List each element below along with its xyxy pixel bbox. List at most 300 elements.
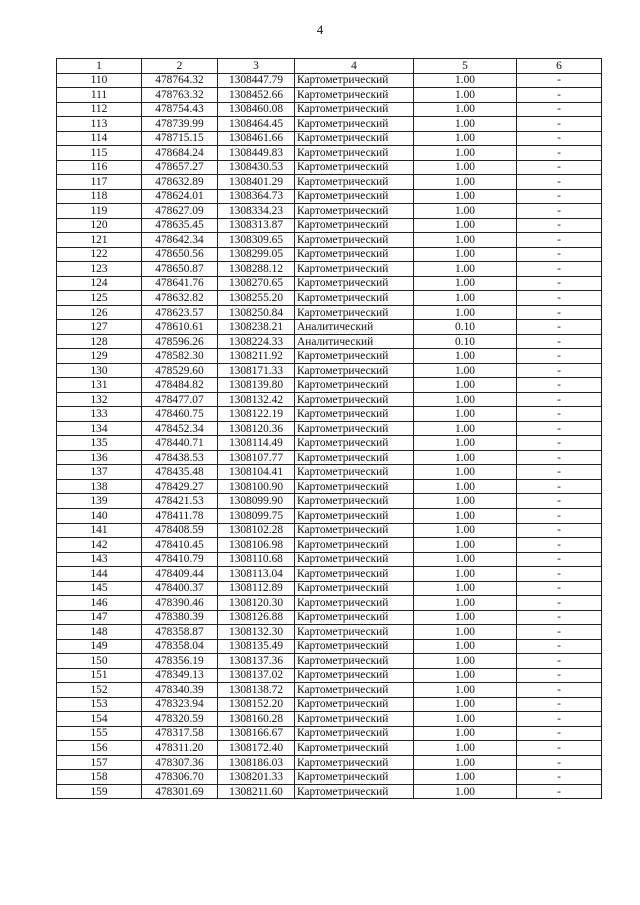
cell-note: - — [517, 538, 602, 553]
cell-coord-x: 478657.27 — [142, 160, 218, 175]
cell-method: Картометрический — [295, 117, 414, 132]
cell-method: Картометрический — [295, 726, 414, 741]
cell-accuracy: 1.00 — [414, 712, 517, 727]
cell-accuracy: 1.00 — [414, 625, 517, 640]
cell-method: Картометрический — [295, 465, 414, 480]
cell-note: - — [517, 378, 602, 393]
cell-coord-y: 1308401.29 — [218, 175, 295, 190]
cell-coord-x: 478650.56 — [142, 247, 218, 262]
cell-point-number: 152 — [57, 683, 142, 698]
cell-point-number: 127 — [57, 320, 142, 335]
cell-coord-x: 478460.75 — [142, 407, 218, 422]
cell-method: Картометрический — [295, 407, 414, 422]
cell-coord-y: 1308309.65 — [218, 233, 295, 248]
cell-method: Картометрический — [295, 305, 414, 320]
table-row — [57, 494, 602, 509]
cell-coord-x: 478400.37 — [142, 581, 218, 596]
table-row — [57, 596, 602, 611]
table-row — [57, 204, 602, 219]
cell-coord-x: 478650.87 — [142, 262, 218, 277]
cell-point-number: 145 — [57, 581, 142, 596]
cell-coord-y: 1308113.04 — [218, 567, 295, 582]
cell-note: - — [517, 117, 602, 132]
cell-note: - — [517, 523, 602, 538]
cell-coord-y: 1308288.12 — [218, 262, 295, 277]
cell-coord-y: 1308430.53 — [218, 160, 295, 175]
cell-point-number: 158 — [57, 770, 142, 785]
cell-method: Картометрический — [295, 102, 414, 117]
table-row — [57, 712, 602, 727]
cell-coord-x: 478632.89 — [142, 175, 218, 190]
cell-method: Картометрический — [295, 494, 414, 509]
cell-point-number: 134 — [57, 421, 142, 436]
cell-accuracy: 1.00 — [414, 784, 517, 799]
cell-coord-y: 1308447.79 — [218, 73, 295, 88]
cell-coord-x: 478409.44 — [142, 567, 218, 582]
cell-accuracy: 1.00 — [414, 146, 517, 161]
cell-method: Картометрический — [295, 784, 414, 799]
cell-coord-x: 478477.07 — [142, 392, 218, 407]
cell-accuracy: 1.00 — [414, 508, 517, 523]
cell-method: Картометрический — [295, 189, 414, 204]
cell-method: Картометрический — [295, 218, 414, 233]
cell-coord-y: 1308172.40 — [218, 741, 295, 756]
cell-accuracy: 1.00 — [414, 596, 517, 611]
header-col-3: 3 — [218, 59, 295, 74]
cell-point-number: 114 — [57, 131, 142, 146]
cell-accuracy: 1.00 — [414, 160, 517, 175]
cell-coord-x: 478390.46 — [142, 596, 218, 611]
cell-coord-x: 478739.99 — [142, 117, 218, 132]
cell-coord-y: 1308313.87 — [218, 218, 295, 233]
cell-accuracy: 1.00 — [414, 305, 517, 320]
cell-note: - — [517, 276, 602, 291]
cell-note: - — [517, 436, 602, 451]
cell-coord-x: 478301.69 — [142, 784, 218, 799]
cell-accuracy: 1.00 — [414, 465, 517, 480]
cell-method: Картометрический — [295, 131, 414, 146]
cell-accuracy: 1.00 — [414, 755, 517, 770]
cell-accuracy: 0.10 — [414, 320, 517, 335]
cell-accuracy: 1.00 — [414, 450, 517, 465]
table-row — [57, 73, 602, 88]
cell-coord-y: 1308107.77 — [218, 450, 295, 465]
cell-point-number: 139 — [57, 494, 142, 509]
cell-method: Картометрический — [295, 450, 414, 465]
table-row — [57, 523, 602, 538]
cell-note: - — [517, 73, 602, 88]
cell-coord-y: 1308099.90 — [218, 494, 295, 509]
cell-coord-x: 478684.24 — [142, 146, 218, 161]
cell-method: Картометрический — [295, 625, 414, 640]
cell-point-number: 149 — [57, 639, 142, 654]
cell-coord-y: 1308270.65 — [218, 276, 295, 291]
cell-note: - — [517, 726, 602, 741]
table-row — [57, 508, 602, 523]
cell-accuracy: 1.00 — [414, 131, 517, 146]
table-row — [57, 291, 602, 306]
cell-coord-x: 478435.48 — [142, 465, 218, 480]
table-row — [57, 770, 602, 785]
cell-method: Картометрический — [295, 552, 414, 567]
cell-note: - — [517, 407, 602, 422]
cell-method: Картометрический — [295, 175, 414, 190]
cell-coord-y: 1308464.45 — [218, 117, 295, 132]
cell-coord-y: 1308186.03 — [218, 755, 295, 770]
table-row — [57, 88, 602, 103]
cell-method: Картометрический — [295, 233, 414, 248]
cell-coord-y: 1308461.66 — [218, 131, 295, 146]
cell-note: - — [517, 392, 602, 407]
table-row — [57, 625, 602, 640]
cell-coord-x: 478610.61 — [142, 320, 218, 335]
cell-note: - — [517, 625, 602, 640]
cell-method: Картометрический — [295, 392, 414, 407]
cell-note: - — [517, 639, 602, 654]
cell-point-number: 147 — [57, 610, 142, 625]
table-row — [57, 102, 602, 117]
cell-note: - — [517, 88, 602, 103]
cell-note: - — [517, 683, 602, 698]
cell-point-number: 140 — [57, 508, 142, 523]
table-row — [57, 421, 602, 436]
cell-coord-x: 478358.87 — [142, 625, 218, 640]
table-row — [57, 610, 602, 625]
cell-accuracy: 1.00 — [414, 610, 517, 625]
table-row — [57, 349, 602, 364]
cell-coord-y: 1308238.21 — [218, 320, 295, 335]
cell-method: Картометрический — [295, 291, 414, 306]
cell-coord-y: 1308299.05 — [218, 247, 295, 262]
cell-method: Картометрический — [295, 610, 414, 625]
cell-coord-y: 1308364.73 — [218, 189, 295, 204]
cell-coord-y: 1308139.80 — [218, 378, 295, 393]
cell-accuracy: 1.00 — [414, 247, 517, 262]
cell-coord-x: 478438.53 — [142, 450, 218, 465]
cell-method: Картометрический — [295, 581, 414, 596]
cell-point-number: 131 — [57, 378, 142, 393]
cell-coord-x: 478529.60 — [142, 363, 218, 378]
table-row — [57, 465, 602, 480]
cell-note: - — [517, 363, 602, 378]
cell-point-number: 136 — [57, 450, 142, 465]
cell-point-number: 141 — [57, 523, 142, 538]
cell-point-number: 133 — [57, 407, 142, 422]
cell-point-number: 159 — [57, 784, 142, 799]
cell-point-number: 132 — [57, 392, 142, 407]
cell-coord-x: 478317.58 — [142, 726, 218, 741]
cell-accuracy: 1.00 — [414, 218, 517, 233]
cell-coord-x: 478452.34 — [142, 421, 218, 436]
cell-note: - — [517, 552, 602, 567]
cell-accuracy: 1.00 — [414, 73, 517, 88]
cell-accuracy: 1.00 — [414, 349, 517, 364]
table-row — [57, 654, 602, 669]
cell-method: Картометрический — [295, 276, 414, 291]
cell-coord-y: 1308114.49 — [218, 436, 295, 451]
cell-note: - — [517, 189, 602, 204]
table-row — [57, 784, 602, 799]
cell-accuracy: 1.00 — [414, 654, 517, 669]
cell-coord-x: 478311.20 — [142, 741, 218, 756]
cell-method: Картометрический — [295, 349, 414, 364]
cell-coord-y: 1308452.66 — [218, 88, 295, 103]
cell-note: - — [517, 334, 602, 349]
table-row — [57, 479, 602, 494]
cell-point-number: 128 — [57, 334, 142, 349]
table-header — [57, 59, 602, 74]
cell-accuracy: 1.00 — [414, 770, 517, 785]
cell-method: Картометрический — [295, 523, 414, 538]
cell-accuracy: 1.00 — [414, 436, 517, 451]
cell-point-number: 124 — [57, 276, 142, 291]
cell-point-number: 112 — [57, 102, 142, 117]
cell-accuracy: 1.00 — [414, 175, 517, 190]
cell-accuracy: 1.00 — [414, 581, 517, 596]
cell-coord-y: 1308137.02 — [218, 668, 295, 683]
cell-note: - — [517, 596, 602, 611]
cell-accuracy: 1.00 — [414, 392, 517, 407]
cell-method: Картометрический — [295, 538, 414, 553]
cell-note: - — [517, 494, 602, 509]
cell-point-number: 156 — [57, 741, 142, 756]
cell-note: - — [517, 204, 602, 219]
cell-point-number: 120 — [57, 218, 142, 233]
cell-method: Картометрический — [295, 160, 414, 175]
cell-accuracy: 1.00 — [414, 567, 517, 582]
cell-point-number: 117 — [57, 175, 142, 190]
cell-note: - — [517, 305, 602, 320]
table-row — [57, 117, 602, 132]
cell-coord-y: 1308110.68 — [218, 552, 295, 567]
cell-accuracy: 1.00 — [414, 523, 517, 538]
cell-coord-x: 478421.53 — [142, 494, 218, 509]
header-col-2: 2 — [142, 59, 218, 74]
cell-accuracy: 1.00 — [414, 741, 517, 756]
cell-point-number: 155 — [57, 726, 142, 741]
table-row — [57, 276, 602, 291]
table-row — [57, 450, 602, 465]
table-row — [57, 683, 602, 698]
header-row — [57, 59, 602, 74]
cell-note: - — [517, 262, 602, 277]
cell-coord-x: 478340.39 — [142, 683, 218, 698]
cell-coord-y: 1308137.36 — [218, 654, 295, 669]
cell-accuracy: 1.00 — [414, 378, 517, 393]
table-row — [57, 668, 602, 683]
cell-point-number: 129 — [57, 349, 142, 364]
cell-method: Картометрический — [295, 363, 414, 378]
cell-point-number: 154 — [57, 712, 142, 727]
cell-coord-y: 1308120.30 — [218, 596, 295, 611]
cell-method: Картометрический — [295, 146, 414, 161]
cell-accuracy: 1.00 — [414, 668, 517, 683]
table-row — [57, 407, 602, 422]
cell-coord-x: 478323.94 — [142, 697, 218, 712]
cell-coord-y: 1308138.72 — [218, 683, 295, 698]
table-row — [57, 334, 602, 349]
cell-coord-x: 478624.01 — [142, 189, 218, 204]
cell-method: Картометрический — [295, 508, 414, 523]
cell-point-number: 135 — [57, 436, 142, 451]
cell-coord-x: 478642.34 — [142, 233, 218, 248]
cell-coord-y: 1308106.98 — [218, 538, 295, 553]
table-row — [57, 639, 602, 654]
cell-note: - — [517, 421, 602, 436]
cell-point-number: 113 — [57, 117, 142, 132]
cell-coord-y: 1308201.33 — [218, 770, 295, 785]
cell-coord-y: 1308250.84 — [218, 305, 295, 320]
cell-coord-x: 478429.27 — [142, 479, 218, 494]
cell-coord-x: 478641.76 — [142, 276, 218, 291]
cell-method: Картометрический — [295, 436, 414, 451]
cell-point-number: 116 — [57, 160, 142, 175]
table-row — [57, 175, 602, 190]
cell-method: Картометрический — [295, 639, 414, 654]
cell-coord-x: 478307.36 — [142, 755, 218, 770]
cell-method: Картометрический — [295, 668, 414, 683]
cell-accuracy: 1.00 — [414, 726, 517, 741]
cell-coord-y: 1308171.33 — [218, 363, 295, 378]
table-row — [57, 247, 602, 262]
cell-method: Картометрический — [295, 741, 414, 756]
table-row — [57, 726, 602, 741]
table-row — [57, 552, 602, 567]
cell-method: Картометрический — [295, 88, 414, 103]
table-row — [57, 363, 602, 378]
cell-note: - — [517, 320, 602, 335]
cell-point-number: 143 — [57, 552, 142, 567]
table-row — [57, 320, 602, 335]
cell-coord-y: 1308132.30 — [218, 625, 295, 640]
cell-method: Аналитический — [295, 320, 414, 335]
cell-accuracy: 1.00 — [414, 262, 517, 277]
cell-method: Картометрический — [295, 596, 414, 611]
cell-point-number: 153 — [57, 697, 142, 712]
cell-coord-x: 478320.59 — [142, 712, 218, 727]
cell-accuracy: 1.00 — [414, 538, 517, 553]
cell-coord-y: 1308152.20 — [218, 697, 295, 712]
cell-method: Картометрический — [295, 697, 414, 712]
cell-point-number: 111 — [57, 88, 142, 103]
cell-accuracy: 1.00 — [414, 88, 517, 103]
cell-accuracy: 1.00 — [414, 552, 517, 567]
cell-coord-y: 1308255.20 — [218, 291, 295, 306]
cell-coord-x: 478306.70 — [142, 770, 218, 785]
cell-coord-y: 1308104.41 — [218, 465, 295, 480]
table-row — [57, 378, 602, 393]
cell-accuracy: 1.00 — [414, 102, 517, 117]
cell-accuracy: 1.00 — [414, 697, 517, 712]
cell-coord-x: 478484.82 — [142, 378, 218, 393]
cell-accuracy: 1.00 — [414, 683, 517, 698]
cell-coord-y: 1308460.08 — [218, 102, 295, 117]
cell-note: - — [517, 175, 602, 190]
cell-accuracy: 1.00 — [414, 494, 517, 509]
cell-note: - — [517, 741, 602, 756]
cell-accuracy: 0.10 — [414, 334, 517, 349]
table-row — [57, 218, 602, 233]
cell-method: Картометрический — [295, 421, 414, 436]
cell-note: - — [517, 784, 602, 799]
table-row — [57, 233, 602, 248]
cell-point-number: 122 — [57, 247, 142, 262]
cell-coord-x: 478623.57 — [142, 305, 218, 320]
cell-note: - — [517, 755, 602, 770]
cell-note: - — [517, 567, 602, 582]
cell-method: Картометрический — [295, 73, 414, 88]
cell-note: - — [517, 218, 602, 233]
cell-point-number: 123 — [57, 262, 142, 277]
cell-coord-x: 478349.13 — [142, 668, 218, 683]
cell-point-number: 110 — [57, 73, 142, 88]
cell-point-number: 151 — [57, 668, 142, 683]
cell-coord-x: 478764.32 — [142, 73, 218, 88]
cell-point-number: 125 — [57, 291, 142, 306]
table-row — [57, 131, 602, 146]
cell-accuracy: 1.00 — [414, 233, 517, 248]
cell-accuracy: 1.00 — [414, 204, 517, 219]
cell-note: - — [517, 654, 602, 669]
cell-point-number: 126 — [57, 305, 142, 320]
cell-coord-y: 1308122.19 — [218, 407, 295, 422]
table-row — [57, 581, 602, 596]
cell-coord-x: 478754.43 — [142, 102, 218, 117]
cell-coord-y: 1308126.88 — [218, 610, 295, 625]
header-col-5: 5 — [414, 59, 517, 74]
cell-note: - — [517, 668, 602, 683]
cell-point-number: 138 — [57, 479, 142, 494]
header-col-4: 4 — [295, 59, 414, 74]
cell-accuracy: 1.00 — [414, 117, 517, 132]
cell-accuracy: 1.00 — [414, 407, 517, 422]
table-row — [57, 436, 602, 451]
cell-coord-x: 478410.79 — [142, 552, 218, 567]
coordinates-table — [56, 58, 602, 799]
table-row — [57, 392, 602, 407]
table-row — [57, 146, 602, 161]
cell-coord-y: 1308099.75 — [218, 508, 295, 523]
cell-method: Картометрический — [295, 755, 414, 770]
cell-coord-y: 1308135.49 — [218, 639, 295, 654]
cell-coord-x: 478358.04 — [142, 639, 218, 654]
cell-coord-x: 478635.45 — [142, 218, 218, 233]
cell-coord-x: 478627.09 — [142, 204, 218, 219]
cell-coord-x: 478380.39 — [142, 610, 218, 625]
cell-note: - — [517, 770, 602, 785]
cell-note: - — [517, 508, 602, 523]
cell-coord-y: 1308102.28 — [218, 523, 295, 538]
cell-note: - — [517, 102, 602, 117]
cell-point-number: 119 — [57, 204, 142, 219]
cell-method: Картометрический — [295, 479, 414, 494]
cell-point-number: 148 — [57, 625, 142, 640]
cell-coord-x: 478632.82 — [142, 291, 218, 306]
cell-accuracy: 1.00 — [414, 479, 517, 494]
cell-method: Картометрический — [295, 712, 414, 727]
cell-accuracy: 1.00 — [414, 291, 517, 306]
cell-coord-x: 478582.30 — [142, 349, 218, 364]
cell-point-number: 157 — [57, 755, 142, 770]
cell-point-number: 137 — [57, 465, 142, 480]
cell-accuracy: 1.00 — [414, 421, 517, 436]
cell-note: - — [517, 712, 602, 727]
cell-coord-y: 1308100.90 — [218, 479, 295, 494]
cell-coord-y: 1308160.28 — [218, 712, 295, 727]
cell-note: - — [517, 160, 602, 175]
cell-coord-y: 1308334.23 — [218, 204, 295, 219]
cell-note: - — [517, 581, 602, 596]
